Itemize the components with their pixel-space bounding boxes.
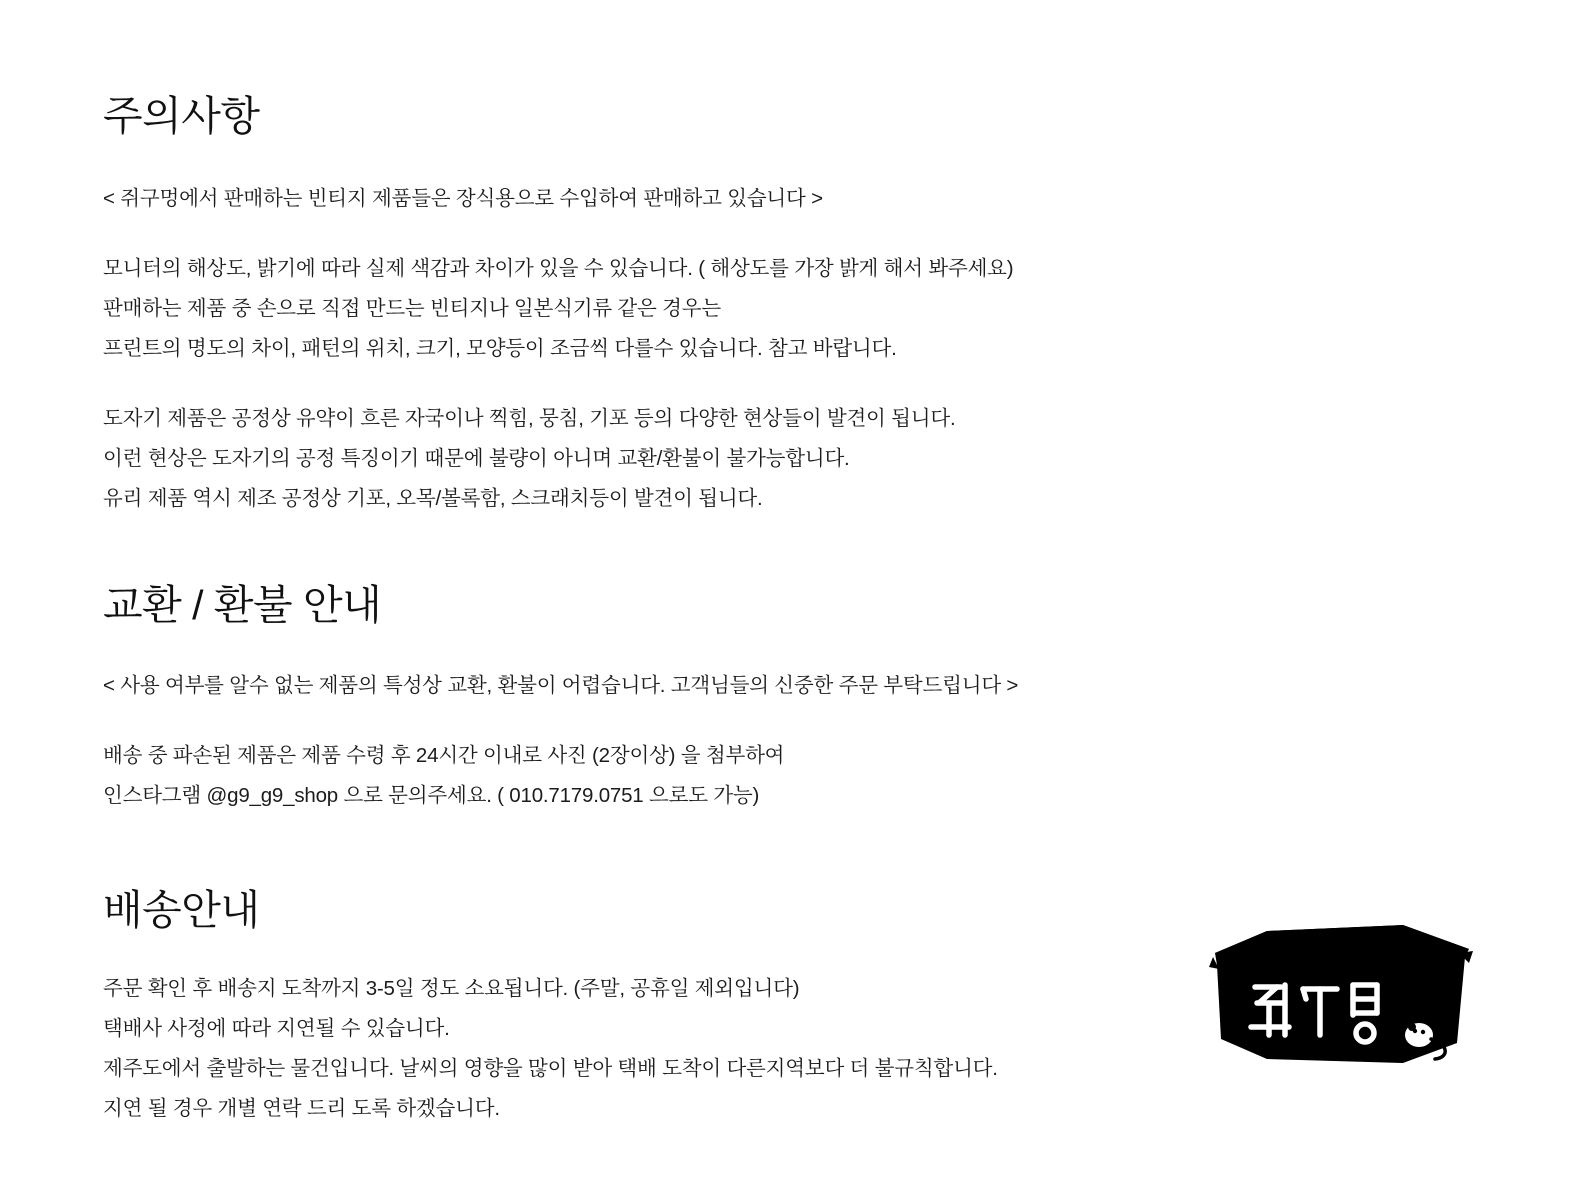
refund-contact-line: 인스타그램 @g9_g9_shop 으로 문의주세요. ( 010.7179.0751 으로도 가능) [103, 784, 760, 808]
spacer [103, 219, 1587, 249]
section-heading-shipping: 배송안내 [103, 887, 260, 934]
shipping-line-2: 택배사 사정에 따라 지연될 수 있습니다. [103, 1017, 450, 1041]
refund-damage-line-1: 배송 중 파손된 제품은 제품 수령 후 24시간 이내로 사진 (2장이상) 을 첨부하여 [103, 744, 785, 768]
section-heading-precautions: 주의사항 [103, 93, 260, 139]
precautions-intro-line: < 쥐구멍에서 판매하는 빈티지 제품들은 장식용으로 수입하여 판매하고 있습니다 > [103, 187, 823, 211]
refund-intro-line: < 사용 여부를 알수 없는 제품의 특성상 교환, 환불이 어렵습니다. 고객님들의 신중한 주문 부탁드립니다 > [103, 674, 1019, 698]
section-precautions [103, 92, 1587, 519]
precautions-monitor-line-2: 판매하는 제품 중 손으로 직접 만드는 빈티지나 일본식기류 같은 경우는 [103, 297, 721, 321]
precautions-monitor-line-1: 모니터의 해상도, 밝기에 따라 실제 색감과 차이가 있을 수 있습니다. ( 해상도를 가장 밝게 해서 봐주세요) [103, 257, 1014, 281]
spacer [103, 369, 1587, 399]
precautions-ceramic-line-2: 이런 현상은 도자기의 공정 특징이기 때문에 불량이 아니며 교환/환불이 불가능합니다. [103, 447, 850, 471]
spacer [103, 519, 1587, 581]
shipping-line-1: 주문 확인 후 배송지 도착까지 3-5일 정도 소요됩니다. (주말, 공휴일 제외입니다) [103, 977, 800, 1001]
spacer [103, 816, 1587, 886]
shipping-line-3: 제주도에서 출발하는 물건입니다. 날씨의 영향을 많이 받아 택배 도착이 다른지역보다 더 불규칙합니다. [103, 1057, 998, 1081]
shipping-line-4: 지연 될 경우 개별 연락 드리 도록 하겠습니다. [103, 1097, 500, 1121]
brand-logo [1207, 923, 1477, 1073]
section-exchange-refund [103, 581, 1587, 816]
section-heading-exchange-refund: 교환 / 환불 안내 [103, 581, 382, 628]
precautions-ceramic-line-3: 유리 제품 역시 제조 공정상 기포, 오목/볼록함, 스크래치등이 발견이 됩니다. [103, 487, 763, 510]
precautions-monitor-line-3: 프린트의 명도의 차이, 패턴의 위치, 크기, 모양등이 조금씩 다를수 있습니다. 참고 바랍니다. [103, 337, 897, 361]
precautions-ceramic-line-1: 도자기 제품은 공정상 유약이 흐른 자국이나 찍힘, 뭉침, 기포 등의 다양한 현상들이 발견이 됩니다. [103, 407, 956, 431]
spacer [103, 706, 1587, 736]
